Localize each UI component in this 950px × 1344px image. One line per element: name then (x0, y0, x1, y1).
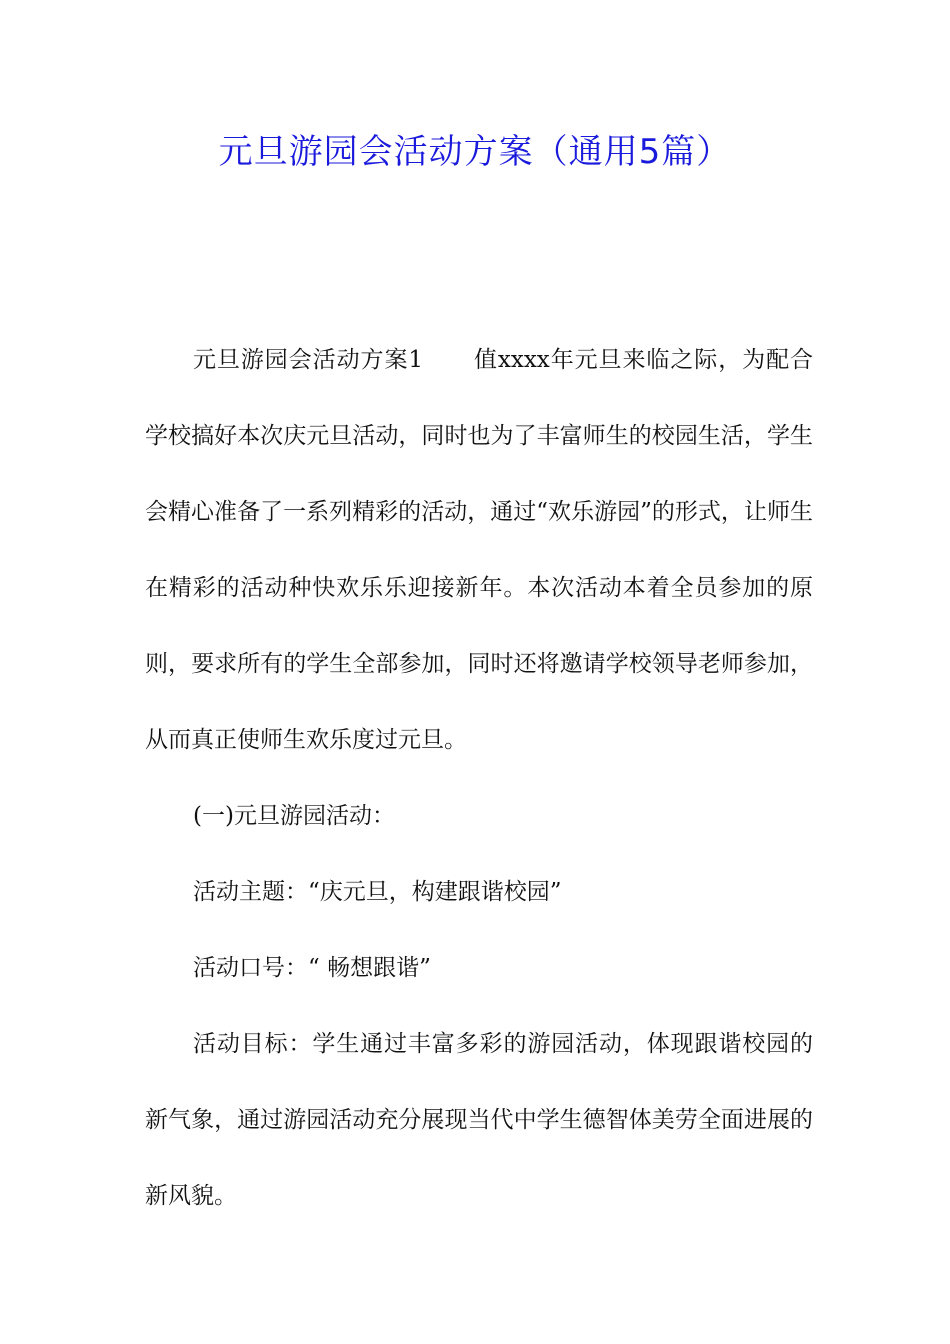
document-body (145, 322, 813, 1234)
document-title: 元旦游园会活动方案（通用5篇） (218, 132, 732, 172)
activity-theme: 活动主题：“庆元旦，构建跟谐校园” (193, 879, 562, 905)
activity-goal: 活动目标：学生通过丰富多彩的游园活动，体现跟谐校园的新气象，通过游园活动充分展现当代中学生德智体美劳全面进展的新风貌。 (145, 1031, 813, 1209)
intro-heading: 元旦游园会活动方案1 (193, 347, 424, 373)
intro-text: 值xxxx年元旦来临之际，为配合学校搞好本次庆元旦活动，同时也为了丰富师生的校园生活，学生会精心准备了一系列精彩的活动，通过“欢乐游园”的形式，让师生在精彩的活动种快欢乐乐迎接新年。本次活动本着全员参加的原则，要求所有的学生全部参加，同时还将邀请学校领导老师参加，从而真正使师生欢乐度过元旦。 (145, 347, 813, 753)
section-one-heading: (一)元旦游园活动： (193, 803, 395, 829)
activity-slogan: 活动口号：“ 畅想跟谐” (193, 955, 431, 981)
intro-paragraph (145, 322, 813, 778)
